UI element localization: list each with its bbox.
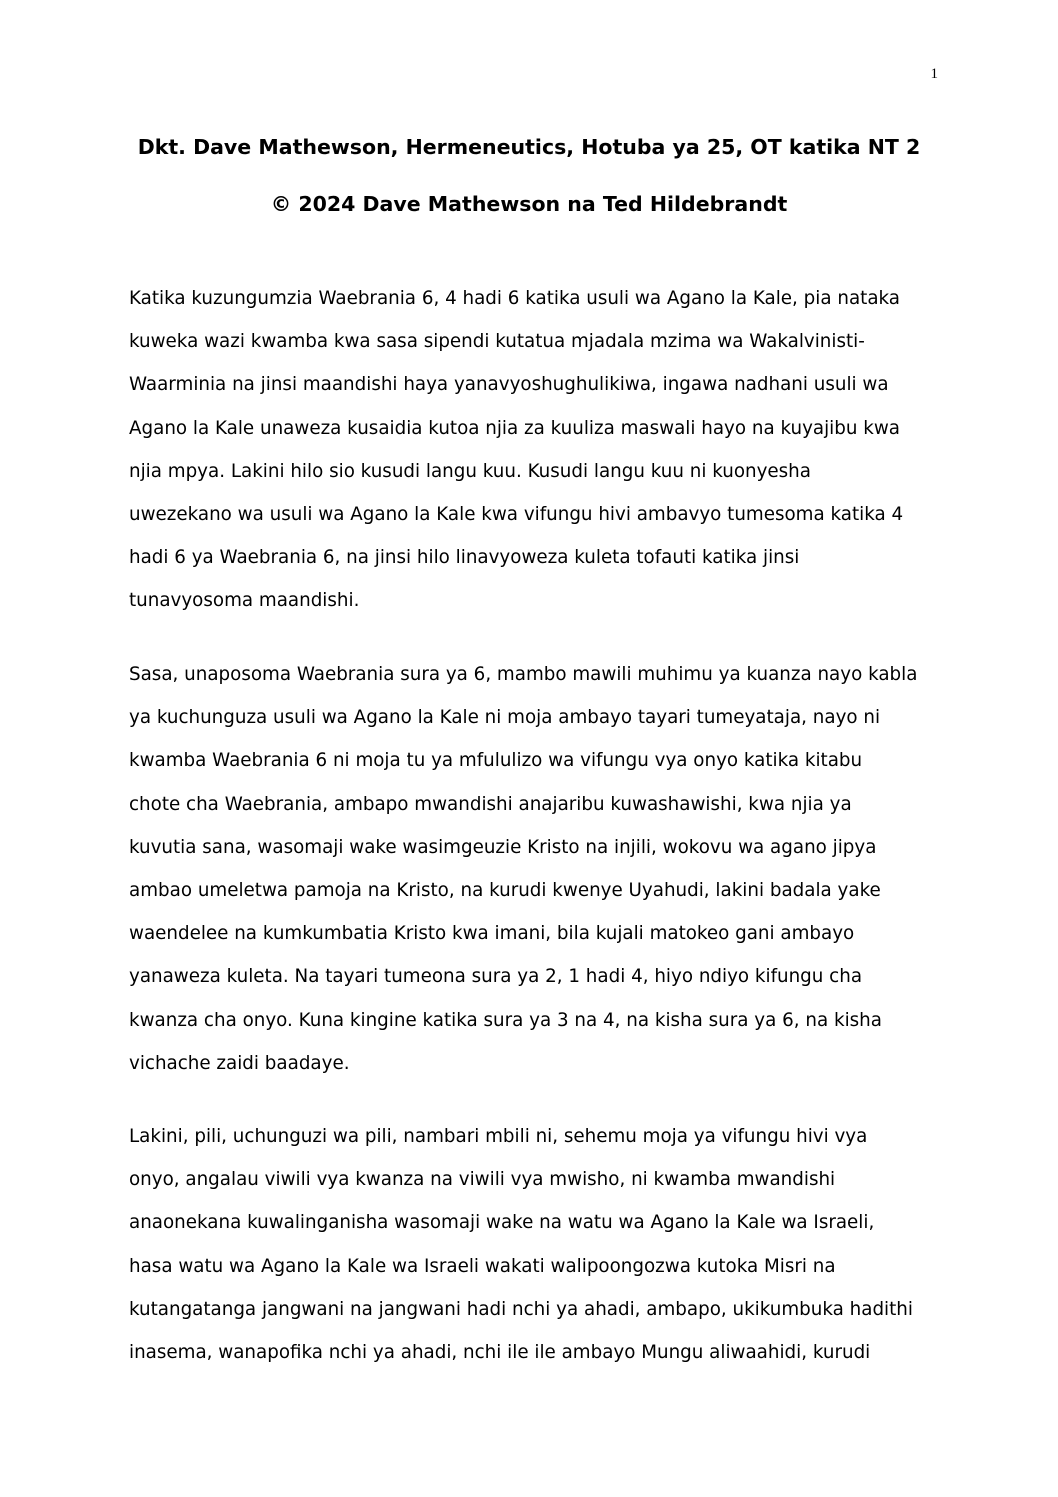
text-line: ambao umeletwa pamoja na Kristo, na kurudi kwenye Uyahudi, lakini badala yake [129,879,881,901]
text-line: anaonekana kuwalinganisha wasomaji wake na watu wa Agano la Kale wa Israeli, [129,1212,875,1234]
document-title: Dkt. Dave Mathewson, Hermeneutics, Hotuba ya 25, OT katika NT 2 [137,135,921,159]
text-line: Sasa, unaposoma Waebrania sura ya 6, mambo mawili muhimu ya kuanza nayo kabla [129,664,918,685]
text-line: kuvutia sana, wasomaji wake wasimgeuzie Kristo na injili, wokovu wa agano jipya [129,836,877,858]
text-line: Waarminia na jinsi maandishi haya yanavyoshughulikiwa, ingawa nadhani usuli wa [129,374,889,396]
text-line: ya kuchunguza usuli wa Agano la Kale ni moja ambayo tayari tumeyataja, nayo ni [129,707,881,729]
text-line: hasa watu wa Agano la Kale wa Israeli wakati walipoongozwa kutoka Misri na [129,1255,836,1277]
text-line: kuweka wazi kwamba kwa sasa sipendi kutatua mjadala mzima wa Wakalvinisti- [129,331,865,353]
copyright-line: © 2024 Dave Mathewson na Ted Hildebrandt [270,192,788,216]
text-line: njia mpya. Lakini hilo sio kusudi langu kuu. Kusudi langu kuu ni kuonyesha [129,460,811,482]
paragraph [129,1115,929,1374]
text-line: inasema, wanapofika nchi ya ahadi, nchi ile ile ambayo Mungu aliwaahidi, kurudi [129,1341,871,1363]
text-line: onyo, angalau viwili vya kwanza na viwili vya mwisho, ni kwamba mwandishi [129,1169,836,1191]
text-line: yanaweza kuleta. Na tayari tumeona sura ya 2, 1 hadi 4, hiyo ndiyo kifungu cha [129,966,863,988]
paragraph [129,277,929,623]
text-line: kwanza cha onyo. Kuna kingine katika sura ya 3 na 4, na kisha sura ya 6, na kisha [129,1009,882,1031]
text-line: tunavyosoma maandishi. [129,590,360,612]
text-line: kwamba Waebrania 6 ni moja tu ya mfululizo wa vifungu vya onyo katika kitabu [129,750,863,772]
text-line: hadi 6 ya Waebrania 6, na jinsi hilo linavyoweza kuleta tofauti katika jinsi [129,547,800,569]
text-line: kutangatanga jangwani na jangwani hadi nchi ya ahadi, ambapo, ukikumbuka hadithi [129,1298,913,1320]
page-number: 1 [930,66,938,82]
text-line: Agano la Kale unaweza kusaidia kutoa njia za kuuliza maswali hayo na kuyajibu kwa [129,417,900,439]
text-line: waendelee na kumkumbatia Kristo kwa imani, bila kujali matokeo gani ambayo [129,923,855,945]
text-line: chote cha Waebrania, ambapo mwandishi anajaribu kuwashawishi, kwa njia ya [129,793,852,815]
text-line: uwezekano wa usuli wa Agano la Kale kwa vifungu hivi ambavyo tumesoma katika 4 [129,503,904,525]
text-line: Katika kuzungumzia Waebrania 6, 4 hadi 6 katika usuli wa Agano la Kale, pia nataka [129,288,900,309]
text-line: vichache zaidi baadaye. [129,1052,350,1074]
paragraph [129,653,929,1085]
text-line: Lakini, pili, uchunguzi wa pili, nambari mbili ni, sehemu moja ya vifungu hivi vya [129,1126,868,1147]
